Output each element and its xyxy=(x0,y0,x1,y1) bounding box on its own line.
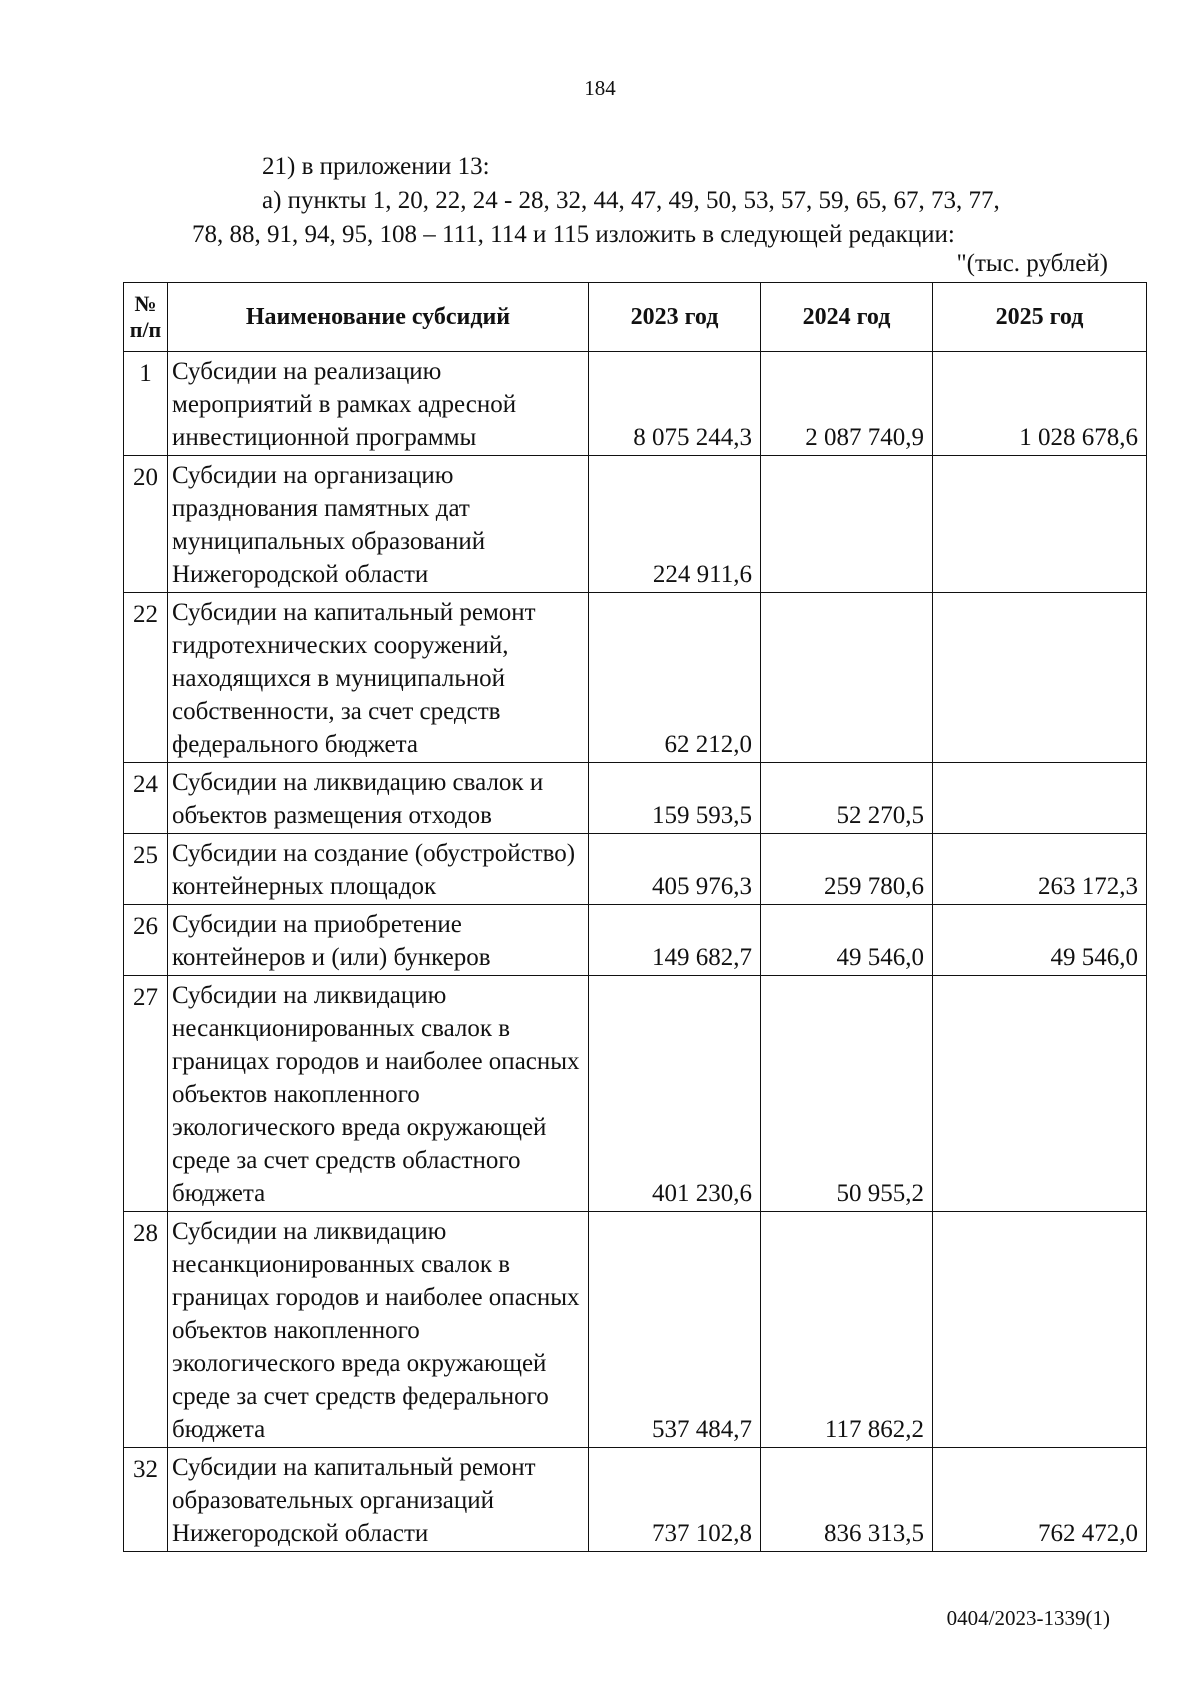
table-row xyxy=(124,834,1147,905)
intro-line-3: 78, 88, 91, 94, 95, 108 – 111, 114 и 115 изложить в следующей редакции: xyxy=(192,221,955,248)
value-2024: 52 270,5 xyxy=(761,763,933,834)
value-2023: 401 230,6 xyxy=(589,976,761,1212)
page-number: 184 xyxy=(584,76,616,100)
table-row xyxy=(124,905,1147,976)
subsidy-name: Субсидии на организацию празднования памятных дат муниципальных образований Нижегородской области xyxy=(168,456,589,593)
header-2023: 2023 год xyxy=(589,283,761,352)
table-row xyxy=(124,1448,1147,1552)
value-2024: 259 780,6 xyxy=(761,834,933,905)
value-2025 xyxy=(933,456,1147,593)
value-2023: 224 911,6 xyxy=(589,456,761,593)
value-2025: 1 028 678,6 xyxy=(933,352,1147,456)
value-2025 xyxy=(933,1212,1147,1448)
row-number: 27 xyxy=(124,976,168,1212)
row-number: 24 xyxy=(124,763,168,834)
value-2025 xyxy=(933,763,1147,834)
subsidy-name: Субсидии на ликвидацию несанкционированных свалок в границах городов и наиболее опасных объектов накопленного экологического вреда окружающей среде за счет средств федерального бюджета xyxy=(168,1212,589,1448)
value-2025 xyxy=(933,593,1147,763)
value-2024: 50 955,2 xyxy=(761,976,933,1212)
subsidies-table xyxy=(123,282,1147,1552)
subsidy-name: Субсидии на реализацию мероприятий в рамках адресной инвестиционной программы xyxy=(168,352,589,456)
row-number: 20 xyxy=(124,456,168,593)
value-2024 xyxy=(761,593,933,763)
intro-line-2: а) пункты 1, 20, 22, 24 - 28, 32, 44, 47, 49, 50, 53, 57, 59, 65, 67, 73, 77, xyxy=(262,187,1000,214)
header-2024: 2024 год xyxy=(761,283,933,352)
table-row xyxy=(124,456,1147,593)
value-2023: 405 976,3 xyxy=(589,834,761,905)
value-2023: 159 593,5 xyxy=(589,763,761,834)
value-2024: 2 087 740,9 xyxy=(761,352,933,456)
value-2025: 762 472,0 xyxy=(933,1448,1147,1552)
subsidy-name: Субсидии на создание (обустройство) контейнерных площадок xyxy=(168,834,589,905)
units-label: "(тыс. рублей) xyxy=(956,250,1108,277)
value-2024: 836 313,5 xyxy=(761,1448,933,1552)
table-row xyxy=(124,976,1147,1212)
row-number: 26 xyxy=(124,905,168,976)
document-code: 0404/2023-1339(1) xyxy=(946,1606,1110,1630)
row-number: 25 xyxy=(124,834,168,905)
subsidy-name: Субсидии на ликвидацию свалок и объектов размещения отходов xyxy=(168,763,589,834)
table-row xyxy=(124,763,1147,834)
value-2023: 8 075 244,3 xyxy=(589,352,761,456)
table-row xyxy=(124,352,1147,456)
value-2024: 49 546,0 xyxy=(761,905,933,976)
value-2025: 49 546,0 xyxy=(933,905,1147,976)
intro-line-1: 21) в приложении 13: xyxy=(262,153,490,180)
table-body xyxy=(124,352,1147,1552)
subsidy-name: Субсидии на капитальный ремонт гидротехнических сооружений, находящихся в муниципальной собственности, за счет средств федерального бюджета xyxy=(168,593,589,763)
table-row xyxy=(124,1212,1147,1448)
value-2024: 117 862,2 xyxy=(761,1212,933,1448)
table-header-row xyxy=(124,283,1147,352)
header-number: № п/п xyxy=(124,283,168,352)
table-row xyxy=(124,593,1147,763)
value-2023: 62 212,0 xyxy=(589,593,761,763)
subsidy-name: Субсидии на приобретение контейнеров и (или) бункеров xyxy=(168,905,589,976)
row-number: 32 xyxy=(124,1448,168,1552)
header-subsidy-name: Наименование субсидий xyxy=(168,283,589,352)
value-2023: 149 682,7 xyxy=(589,905,761,976)
row-number: 1 xyxy=(124,352,168,456)
row-number: 28 xyxy=(124,1212,168,1448)
subsidy-name: Субсидии на ликвидацию несанкционированных свалок в границах городов и наиболее опасных объектов накопленного экологического вреда окружающей среде за счет средств областного бюджета xyxy=(168,976,589,1212)
value-2025: 263 172,3 xyxy=(933,834,1147,905)
header-2025: 2025 год xyxy=(933,283,1147,352)
subsidy-name: Субсидии на капитальный ремонт образовательных организаций Нижегородской области xyxy=(168,1448,589,1552)
value-2025 xyxy=(933,976,1147,1212)
row-number: 22 xyxy=(124,593,168,763)
value-2023: 737 102,8 xyxy=(589,1448,761,1552)
value-2023: 537 484,7 xyxy=(589,1212,761,1448)
value-2024 xyxy=(761,456,933,593)
